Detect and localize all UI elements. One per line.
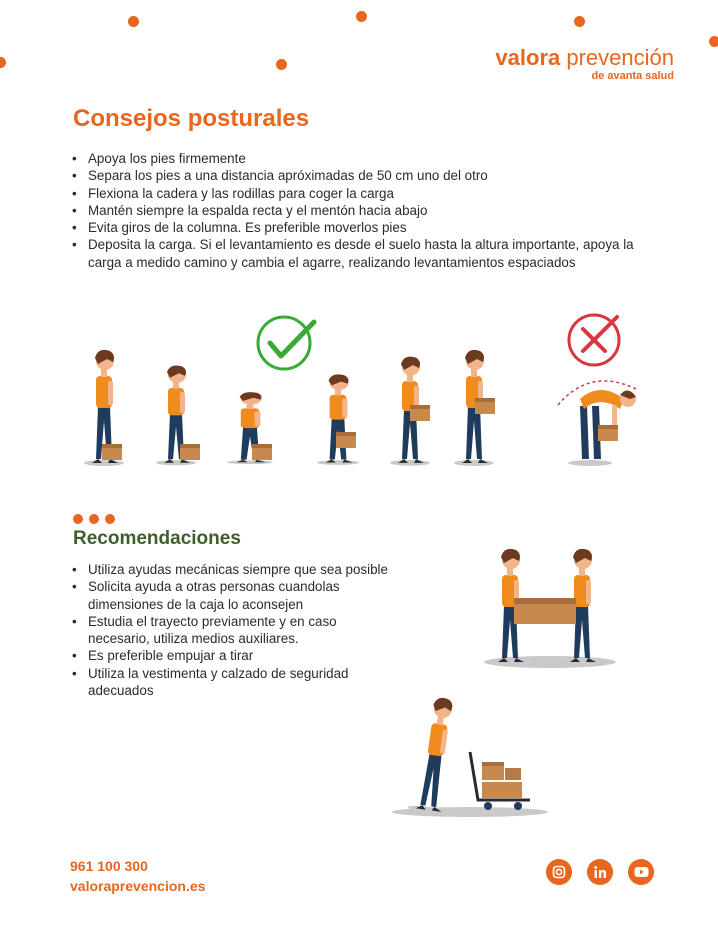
figure-squat-lifting (317, 374, 359, 465)
linkedin-button[interactable] (587, 859, 613, 885)
figure-pushing-cart (392, 695, 548, 817)
figure-team-carry (484, 549, 616, 668)
section-divider-dots (73, 511, 121, 529)
list-item: • Mantén siempre la espalda recta y el mentón hacia abajo (72, 202, 662, 219)
box (252, 444, 272, 460)
recommendations-title: Recomendaciones (73, 528, 241, 549)
list-item: • Utiliza ayudas mecánicas siempre que sea posible (72, 561, 402, 578)
list-item: • Deposita la carga. Si el levantamiento es desde el suelo hasta la altura importante, apoya la carga a medido camino y cambia el agarre, realizando levantamientos espaciados (72, 236, 662, 271)
youtube-icon (634, 866, 649, 878)
linkedin-icon (593, 865, 607, 879)
phone-number[interactable]: 961 100 300 (70, 858, 148, 874)
logo-suffix: prevención (560, 45, 674, 70)
box (180, 444, 200, 460)
cross-icon (569, 315, 619, 365)
list-item: • Estudia el trayecto previamente y en caso necesario, utiliza medios auxiliares. (72, 613, 402, 648)
figure-incorrect-bend (558, 381, 636, 466)
instagram-button[interactable] (546, 859, 572, 885)
list-item: • Flexiona la cadera y las rodillas para coger la carga (72, 185, 662, 202)
list-item: • Apoya los pies firmemente (72, 150, 662, 167)
tips-title: Consejos posturales (73, 105, 310, 132)
box (410, 405, 430, 421)
list-item: • Solicita ayuda a otras personas cuandolas dimensiones de la caja lo aconsejen (72, 578, 402, 613)
website-link[interactable]: valoraprevencion.es (70, 878, 206, 894)
contact-info (70, 856, 205, 896)
list-item: • Utiliza la vestimenta y calzado de seguridad adecuados (72, 665, 402, 700)
list-item: • Evita giros de la columna. Es preferible moverlos pies (72, 219, 662, 236)
instagram-icon (552, 865, 566, 879)
check-icon (258, 317, 314, 369)
figure-standing (84, 350, 124, 466)
recommendations-list (72, 561, 402, 699)
list-item: • Es preferible empujar a tirar (72, 647, 402, 664)
box (336, 432, 356, 448)
list-item: • Separa los pies a una distancia apróximadas de 50 cm uno del otro (72, 167, 662, 184)
logo-brand: valora (495, 45, 561, 70)
youtube-button[interactable] (628, 859, 654, 885)
box (475, 398, 495, 414)
logo-tagline: de avanta salud (591, 70, 674, 82)
